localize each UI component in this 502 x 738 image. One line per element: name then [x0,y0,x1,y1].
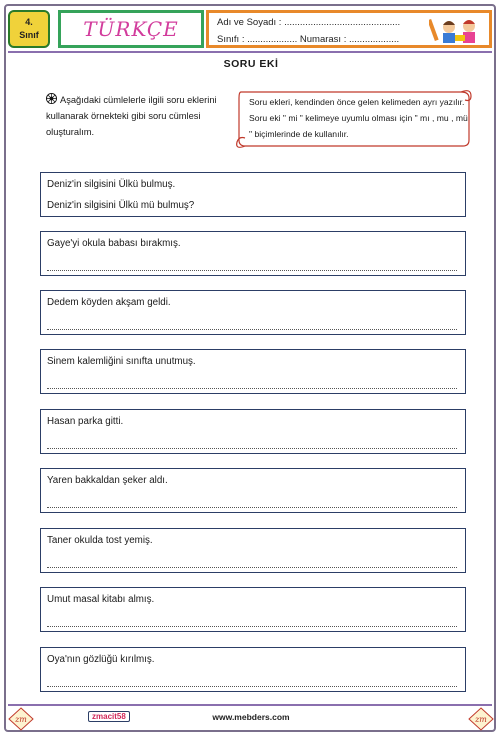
answer-line[interactable] [47,686,457,687]
exercise-sentence: Deniz'in silgisini Ülkü bulmuş. [47,179,176,190]
exercise-answer: Deniz'in silgisini Ülkü mü bulmuş? [47,200,195,211]
exercise-item [40,468,466,513]
svg-text:zm: zm [15,715,27,724]
exercise-item [40,349,466,394]
subject-box [58,10,204,48]
exercise-sentence: Oya'nın gözlüğü kırılmış. [47,654,155,665]
exercise-sentence: Dedem köyden akşam geldi. [47,297,171,308]
answer-line[interactable] [47,626,457,627]
student-info-box [206,10,492,48]
note-text: Soru ekleri, kendinden önce gelen kelimeden ayrı yazılır. Soru eki " mi " kelimeye uyumlu olması için " mı , mu , mü " biçimlerinde de kullanılır. [249,97,468,139]
svg-text:zm: zm [475,715,487,724]
website-link[interactable]: www.mebders.com [212,712,290,722]
exercise-item [40,647,466,692]
subject-title: TÜRKÇE [83,17,179,41]
exercise-sentence: Yaren bakkaldan şeker aldı. [47,475,168,486]
answer-line[interactable] [47,270,457,271]
note-scroll [235,88,473,146]
answer-line[interactable] [47,329,457,330]
grade-label: Sınıf [19,30,39,40]
exercise-item [40,231,466,276]
name-field[interactable]: Adı ve Soyadı : ............................................ [217,17,401,28]
exercise-sentence: Taner okulda tost yemiş. [47,535,153,546]
exercise-sentence: Umut masal kitabı almış. [47,594,155,605]
exercise-sentence: Hasan parka gitti. [47,416,124,427]
answer-line[interactable] [47,567,457,568]
answer-line[interactable] [47,448,457,449]
answer-line[interactable] [47,388,457,389]
exercise-item [40,528,466,573]
page-title: SORU EKİ [223,58,279,70]
zm-logo-right-icon [468,707,494,731]
exercise-item [40,409,466,454]
footer-divider [8,704,492,706]
exercise-sentence: Sinem kalemliğini sınıfta unutmuş. [47,356,196,367]
grade-badge [8,10,50,48]
answer-line[interactable] [47,507,457,508]
exercise-item [40,587,466,632]
kids-illustration-icon [429,15,485,45]
class-number-field[interactable]: Sınıfı : ................... Numarası : ................... [217,34,400,45]
header-divider [8,51,492,53]
grade-number: 4. [25,17,33,27]
author-tag: zmacit58 [88,711,130,722]
instruction-text: Aşağıdaki cümlelerle ilgili soru eklerini kullanarak örnekteki gibi soru cümlesi oluşturalım. [46,95,217,137]
exercise-item [40,290,466,335]
exercise-example [40,172,466,217]
exercise-sentence: Gaye'yi okula babası bırakmış. [47,238,181,249]
